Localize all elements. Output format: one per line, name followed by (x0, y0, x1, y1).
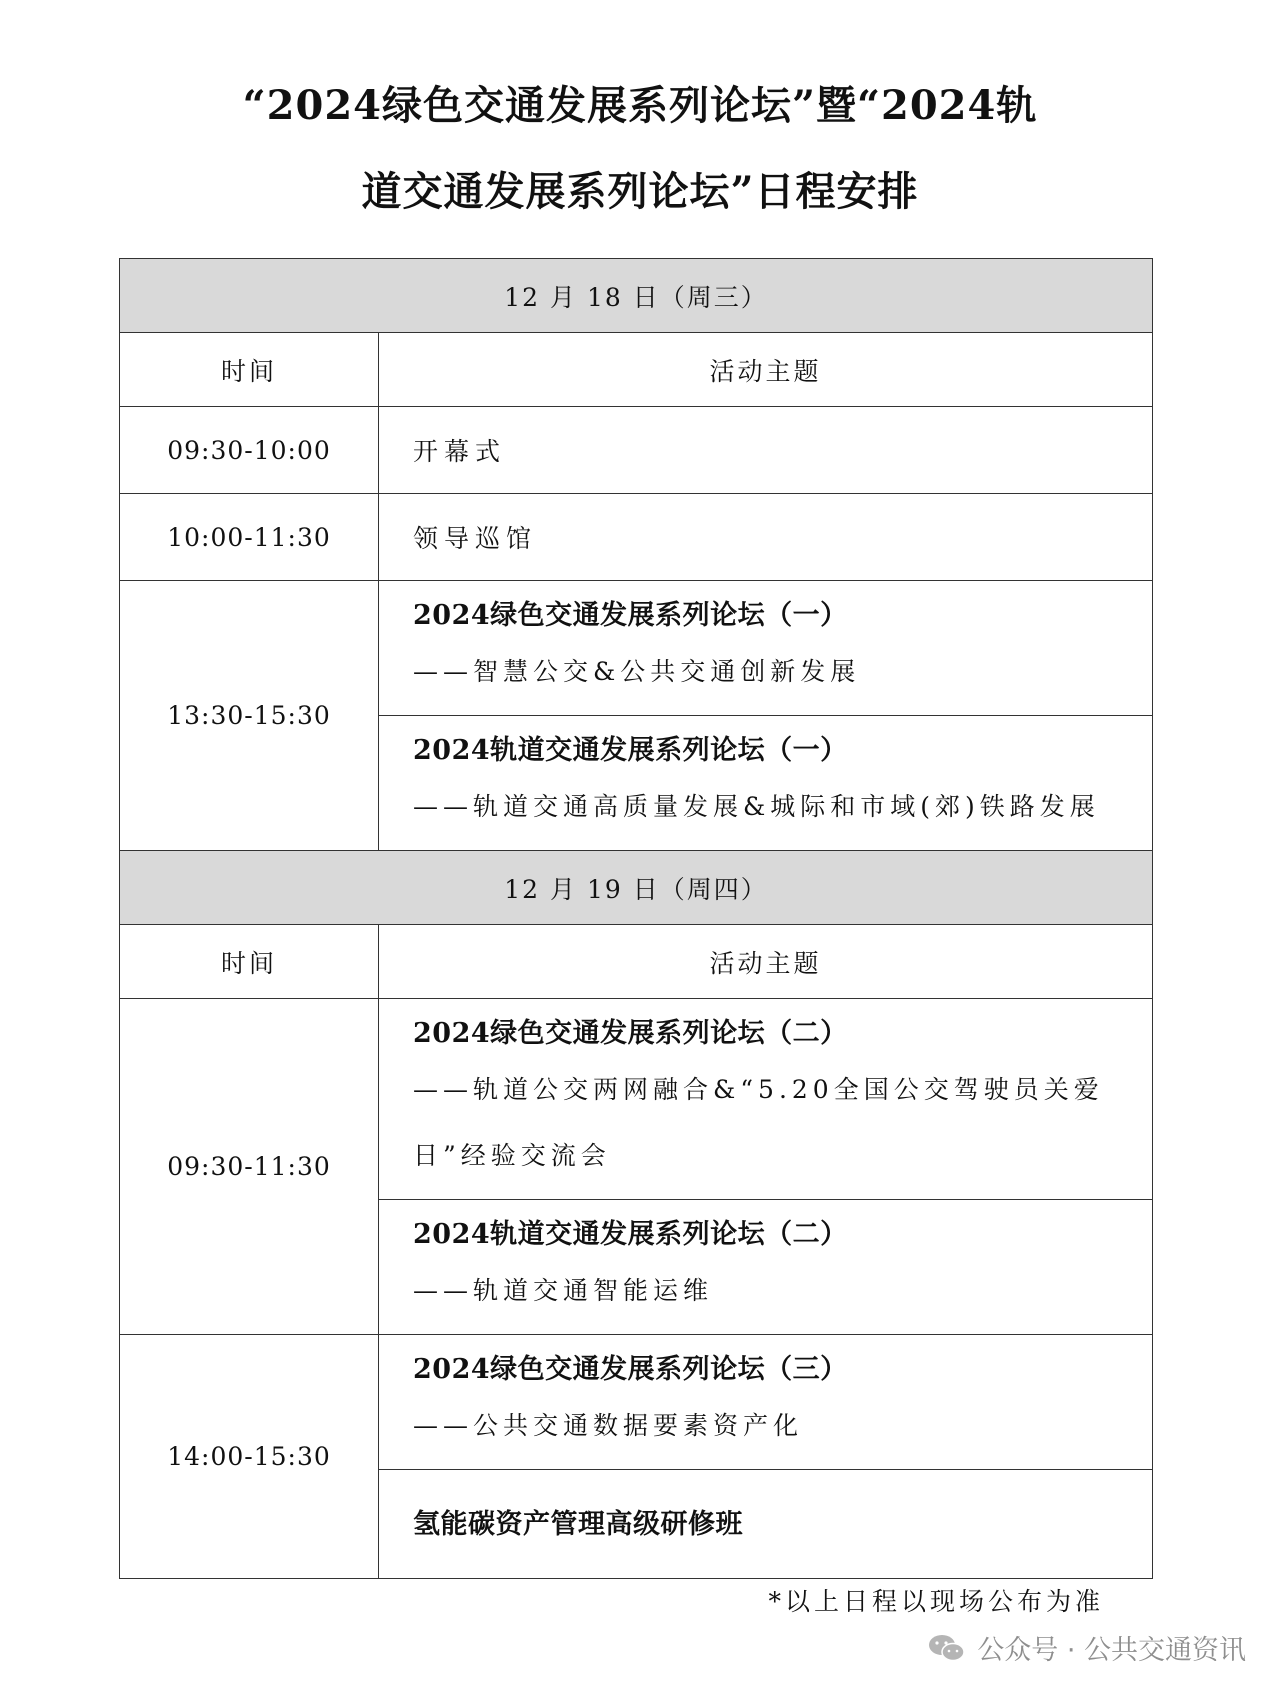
watermark (927, 1628, 1246, 1667)
page-title-line-2: 道交通发展系列论坛”日程安排 (361, 168, 919, 215)
session-subtitle: ——公共交通数据要素资产化 (413, 1411, 804, 1440)
session-subtitle: ——轨道交通高质量发展&城际和市域(郊)铁路发展 (413, 792, 1100, 821)
time-column-header: 时间 (120, 925, 379, 999)
session-subtitle: ——智慧公交&公共交通创新发展 (413, 657, 861, 686)
schedule-row (120, 494, 1153, 581)
session-subtitle: ——轨道公交两网融合&“5.20全国公交驾驶员关爱日”经验交流会 (413, 1075, 1104, 1170)
time-slot: 09:30-11:30 (120, 999, 379, 1335)
session-title: 2024轨道交通发展系列论坛（一） (413, 735, 848, 766)
session-title: 2024轨道交通发展系列论坛（二） (413, 1219, 848, 1250)
time-slot: 13:30-15:30 (120, 581, 379, 851)
day-date: 12 月 18 日（周三） (120, 259, 1153, 333)
time-column-header: 时间 (120, 333, 379, 407)
schedule-note: *以上日程以现场公布为准 (768, 1587, 1104, 1616)
activity-topic: 开幕式 (379, 407, 1153, 494)
session-cell (379, 999, 1153, 1200)
session-title: 2024绿色交通发展系列论坛（三） (413, 1354, 848, 1385)
time-slot: 14:00-15:30 (120, 1335, 379, 1579)
column-header-row (120, 333, 1153, 407)
session-cell (379, 581, 1153, 716)
schedule-row (120, 407, 1153, 494)
session-subtitle: ——轨道交通智能运维 (413, 1276, 714, 1305)
schedule-row (120, 1335, 1153, 1470)
wechat-icon (927, 1633, 967, 1663)
topic-column-header: 活动主题 (379, 925, 1153, 999)
topic-column-header: 活动主题 (379, 333, 1153, 407)
session-title: 2024绿色交通发展系列论坛（二） (413, 1018, 848, 1049)
session-cell (379, 716, 1153, 851)
time-slot: 09:30-10:00 (120, 407, 379, 494)
day-header-row (120, 259, 1153, 333)
activity-topic: 领导巡馆 (379, 494, 1153, 581)
schedule-row (120, 581, 1153, 716)
page-title-line-1: “2024绿色交通发展系列论坛”暨“2024轨 (242, 82, 1038, 129)
schedule-row (120, 999, 1153, 1200)
schedule-table (119, 258, 1153, 1579)
time-slot: 10:00-11:30 (120, 494, 379, 581)
day-header-row (120, 851, 1153, 925)
column-header-row (120, 925, 1153, 999)
session-cell (379, 1470, 1153, 1579)
watermark-text: 公众号 · 公共交通资讯 (977, 1635, 1246, 1666)
session-title: 氢能碳资产管理高级研修班 (413, 1509, 743, 1540)
session-cell (379, 1335, 1153, 1470)
day-date: 12 月 19 日（周四） (120, 851, 1153, 925)
session-cell (379, 1200, 1153, 1335)
session-title: 2024绿色交通发展系列论坛（一） (413, 600, 848, 631)
